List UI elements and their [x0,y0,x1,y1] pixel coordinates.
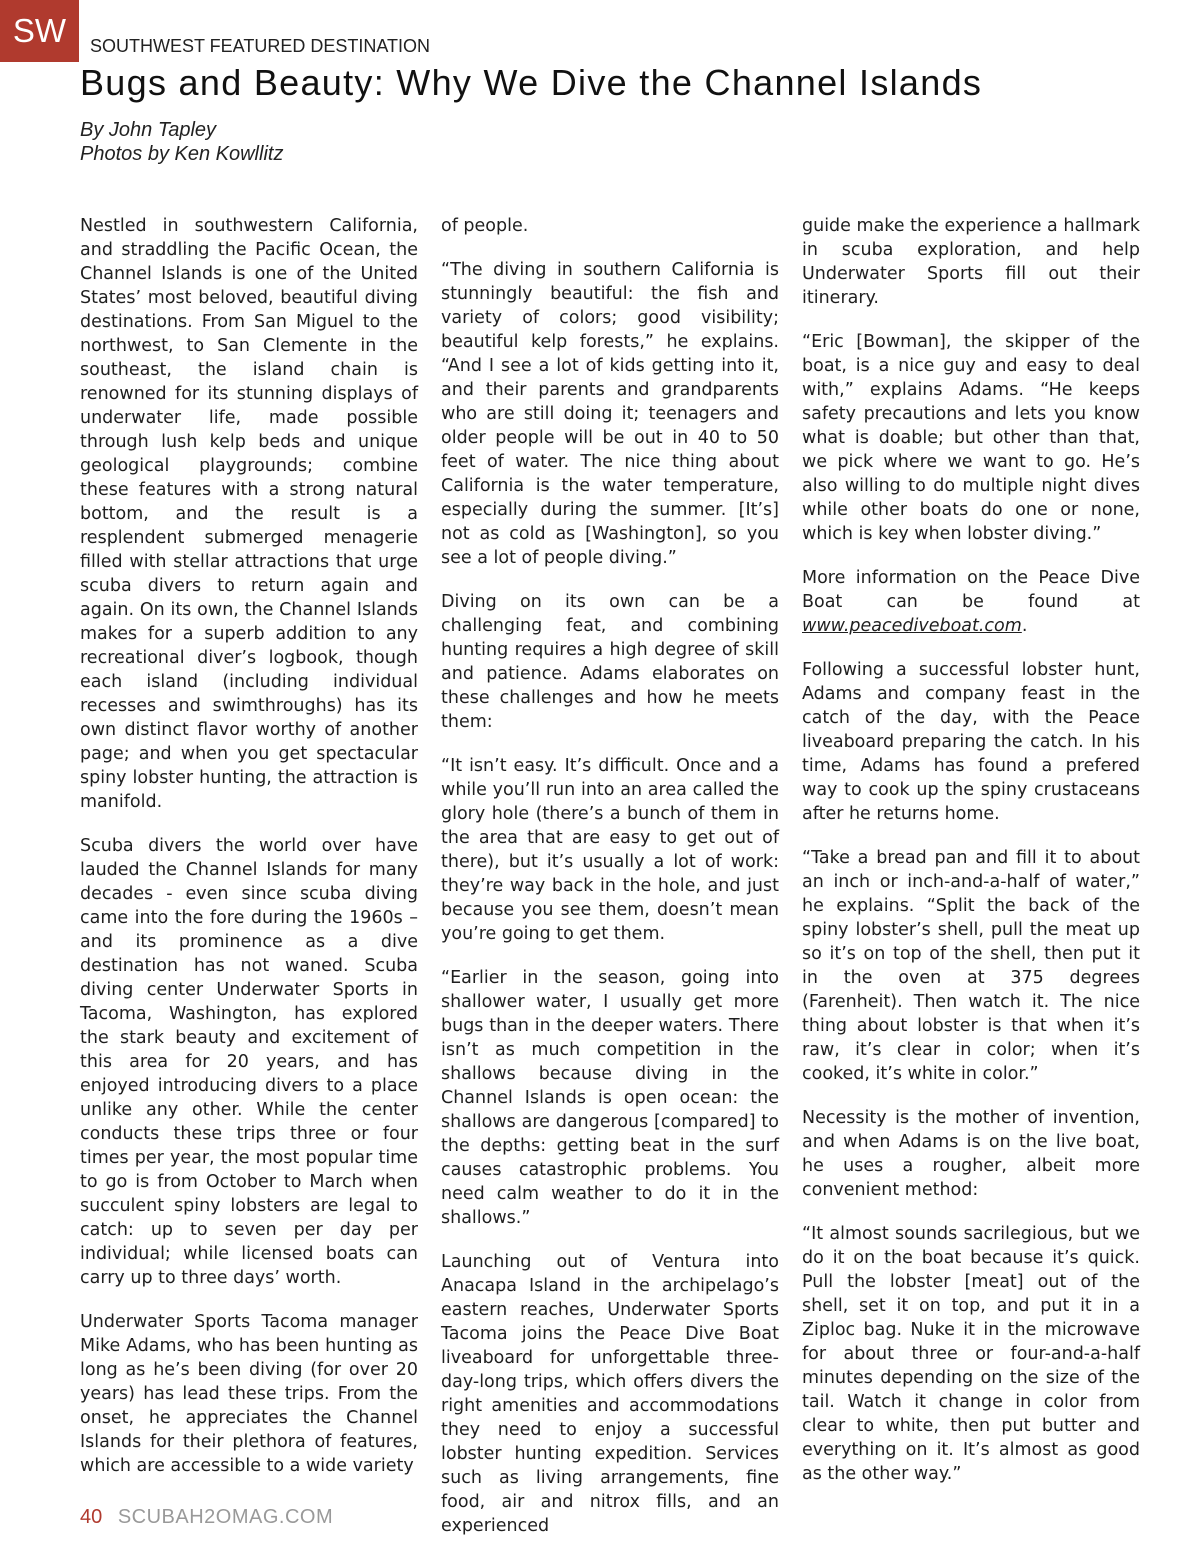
site-url: SCUBAH2OMAG.COM [117,1506,334,1528]
page-number: 40 [80,1506,103,1528]
article-column-2 [441,214,779,1558]
article-column-1 [80,214,418,1498]
paragraph: guide make the experience a hallmark in scuba exploration, and help Underwater Sports fill out their itinerary. [802,216,1140,308]
paragraph: “It almost sounds sacrilegious, but we do it on the boat because it’s quick. Pull the lobster [meat] out of the shell, set it on top, and put it in a Ziploc bag. Nuke it in the microwave for about three or four-and-a-half minutes depending on the size of the tail. Watch it change in color from clear to white, then put butter and everything on it. It’s almost as good as the other way.” [802,1224,1140,1484]
article-title: Bugs and Beauty: Why We Dive the Channel Islands [80,62,983,103]
photo-credit: Photos by Ken Kowllitz [80,143,284,165]
paragraph-end: . [1021,616,1028,636]
section-badge: SW [0,0,79,62]
page-footer [80,1506,333,1529]
paragraph: “Eric [Bowman], the skipper of the boat, is a nice guy and easy to deal with,” explains Adams. “He keeps safety precautions and lets you know what is doable; but other than that, we pick where we want to go. He’s also willing to do multiple night dives while other boats do one or none, which is key when lobster diving.” [802,332,1140,544]
paragraph: “Take a bread pan and fill it to about an inch or inch-and-a-half of water,” he explains. “Split the back of the spiny lobster’s shell, pull the meat up so it’s on top of the shell, then put it in the oven at 375 degrees (Farenheit). Then watch it. The nice thing about lobster is that when it’s raw, it’s clear in color; when it’s cooked, it’s white in color.” [802,848,1140,1084]
byline [80,118,283,166]
section-label: SOUTHWEST FEATURED DESTINATION [90,36,431,56]
paragraph-text: More information on the Peace Dive Boat can be found at [802,568,1140,612]
paragraph: Scuba divers the world over have lauded the Channel Islands for many decades - even since scuba diving came into the fore during the 1960s – and its prominence as a dive destination has not waned. Scuba diving center Underwater Sports in Tacoma, Washington, has explored the stark beauty and excitement of this area for 20 years, and has enjoyed introducing divers to a place unlike any other. While the center conducts these trips three or four times per year, the most popular time to go is from October to March when succulent spiny lobsters are legal to catch: up to seven per day per individual; while licensed boats can carry up to three days’ worth. [80,836,418,1288]
paragraph: of people. [441,216,529,236]
paragraph: Following a successful lobster hunt, Adams and company feast in the catch of the day, with the Peace liveaboard preparing the catch. In his time, Adams has found a prefered way to cook up the spiny crustaceans after he returns home. [802,660,1140,824]
peace-dive-boat-link[interactable]: www.peacediveboat.com [802,616,1022,636]
author-credit: By John Tapley [80,119,217,141]
paragraph: “The diving in southern California is stunningly beautiful: the fish and variety of colors; good visibility; beautiful kelp forests,” he explains. “And I see a lot of kids getting into it, and their parents and grandparents who are still doing it; teenagers and older people will be out in 40 to 50 feet of water. The nice thing about California is the water temperature, especially during the summer. [It’s] not as cold as [Washington], so you see a lot of people diving.” [441,260,779,568]
paragraph: Launching out of Ventura into Anacapa Island in the archipelago’s eastern reaches, Underwater Sports Tacoma joins the Peace Dive Boat liveaboard for unforgettable three-day-long trips, which offers divers the right amenities and accommodations they need to enjoy a successful lobster hunting expedition. Services such as living arrangements, fine food, air and nitrox fills, and an experienced [441,1252,779,1536]
paragraph: “Earlier in the season, going into shallower water, I usually get more bugs than in the deeper waters. There isn’t as much competition in the shallows because diving in the Channel Islands is open ocean: the shallows are dangerous [compared] to the depths: getting beat in the surf causes catastrophic problems. You need calm weather to do it in the shallows.” [441,968,779,1228]
article-column-3 [802,214,1140,1506]
paragraph-with-link [802,566,1140,638]
paragraph: “It isn’t easy. It’s difficult. Once and a while you’ll run into an area called the glory hole (there’s a bunch of them in the area that are easy to get out of there), but it’s usually a lot of work: they’re way back in the hole, and just because you see them, doesn’t mean you’re going to get them. [441,756,779,944]
paragraph: Underwater Sports Tacoma manager Mike Adams, who has been hunting as long as he’s been diving (for over 20 years) has lead these trips. From the onset, he appreciates the Channel Islands for their plethora of features, which are accessible to a wide variety [80,1312,418,1476]
paragraph: Necessity is the mother of invention, and when Adams is on the live boat, he uses a rougher, albeit more convenient method: [802,1108,1140,1200]
paragraph: Nestled in southwestern California, and straddling the Pacific Ocean, the Channel Islands is one of the United States’ most beloved, beautiful diving destinations. From San Miguel to the northwest, to San Clemente in the southeast, the island chain is renowned for its stunning displays of underwater life, made possible through lush kelp beds and unique geological playgrounds; combine these features with a strong natural bottom, and the result is a resplendent submerged menagerie filled with stellar attractions that urge scuba divers to return again and again. On its own, the Channel Islands makes for a superb addition to any recreational diver’s logbook, though each island (including individual recesses and swimthroughs) has its own distinct flavor worthy of another page; and when you get spectacular spiny lobster hunting, the attraction is manifold. [80,216,418,812]
paragraph: Diving on its own can be a challenging feat, and combining hunting requires a high degree of skill and patience. Adams elaborates on these challenges and how he meets them: [441,592,779,732]
